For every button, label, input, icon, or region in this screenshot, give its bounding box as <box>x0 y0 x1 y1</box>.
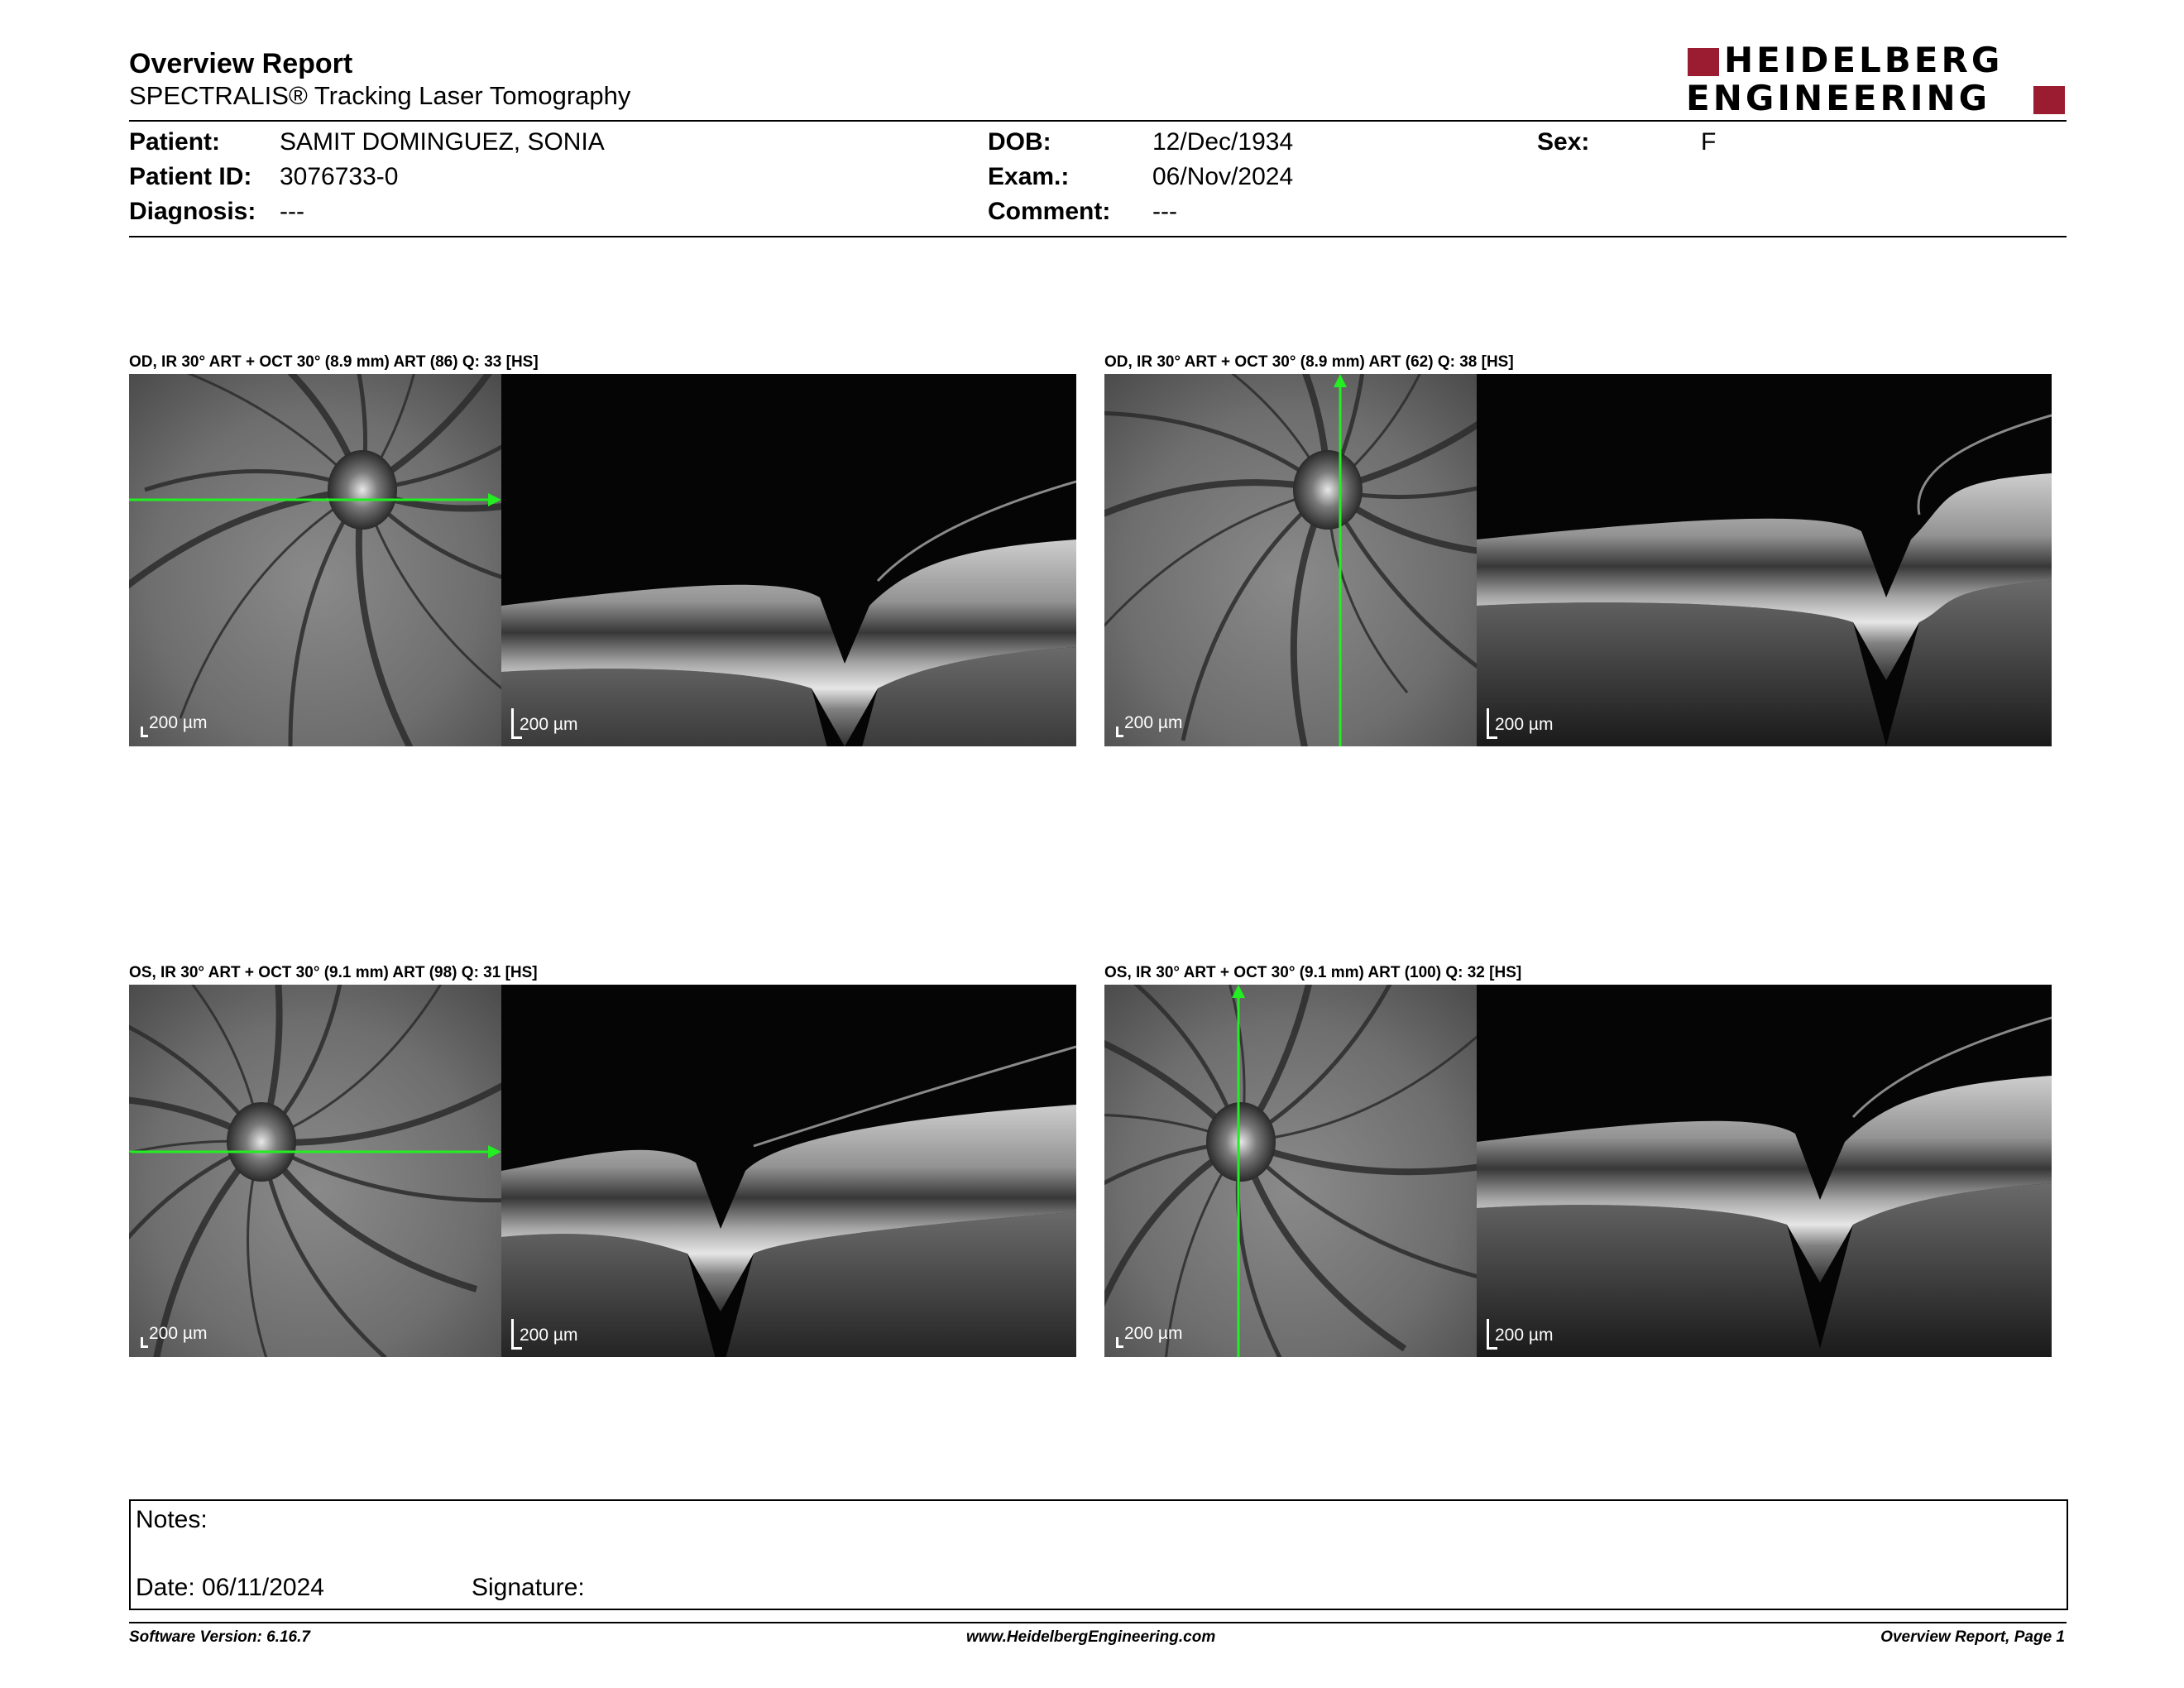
notes-date: Date: 06/11/2024 <box>136 1574 324 1601</box>
notes-box[interactable] <box>129 1499 2068 1610</box>
patient-label: Patient: <box>129 128 221 156</box>
oct-bscan-image <box>1477 374 2052 746</box>
scale-bracket-icon <box>141 727 148 737</box>
exam-label: Exam.: <box>988 163 1070 190</box>
oct-scale-bar <box>1487 1319 1554 1345</box>
notes-label: Notes: <box>136 1506 208 1533</box>
oct-bscan-image <box>1477 985 2052 1357</box>
fundus-image <box>1104 374 1477 746</box>
oct-svg <box>501 985 1076 1357</box>
panel-caption: OS, IR 30° ART + OCT 30° (9.1 mm) ART (98) Q: 31 [HS] <box>129 964 538 981</box>
oct-scale-label: 200 µm <box>520 1326 578 1345</box>
scale-bracket-icon <box>1116 1337 1123 1348</box>
fundus-scale-label: 200 µm <box>149 713 208 732</box>
page-indicator: Overview Report, Page 1 <box>1880 1628 2065 1646</box>
scale-bracket-icon <box>1116 727 1123 737</box>
dob-value: 12/Dec/1934 <box>1152 128 1294 156</box>
fundus-scale-bar <box>1116 713 1182 733</box>
oct-bscan-image <box>501 985 1076 1357</box>
sex-value: F <box>1701 128 1717 156</box>
oct-scale-label: 200 µm <box>1495 1326 1554 1345</box>
logo-line-2: ENGINEERING <box>1686 78 1991 118</box>
patient-info-divider <box>129 236 2067 237</box>
logo-line-1: HEIDELBERG <box>1724 40 2004 80</box>
oct-svg <box>1477 374 2052 746</box>
fundus-image <box>129 985 501 1357</box>
fundus-scale-bar <box>141 1324 207 1344</box>
oct-bscan-image <box>501 374 1076 746</box>
fundus-svg <box>1104 985 1477 1357</box>
oct-scale-label: 200 µm <box>520 715 578 734</box>
panel-caption: OD, IR 30° ART + OCT 30° (8.9 mm) ART (62) Q: 38 [HS] <box>1104 353 1514 371</box>
report-title: Overview Report <box>129 48 353 79</box>
exam-value: 06/Nov/2024 <box>1152 163 1294 190</box>
fundus-svg <box>129 374 501 746</box>
oct-scale-bar <box>1487 708 1554 734</box>
fundus-image <box>1104 985 1477 1357</box>
oct-svg <box>501 374 1076 746</box>
header-divider <box>129 120 2067 122</box>
notes-signature-label: Signature: <box>472 1574 585 1601</box>
oct-svg <box>1477 985 2052 1357</box>
oct-scale-bar <box>511 1319 578 1345</box>
fundus-scale-label: 200 µm <box>1124 713 1183 732</box>
software-version: Software Version: 6.16.7 <box>129 1628 310 1646</box>
footer-divider <box>129 1622 2067 1623</box>
patient-id-label: Patient ID: <box>129 163 252 190</box>
oct-scale-bar <box>511 708 578 734</box>
patient-id-value: 3076733-0 <box>280 163 399 190</box>
comment-value: --- <box>1152 198 1177 225</box>
fundus-scale-label: 200 µm <box>1124 1324 1183 1343</box>
oct-scale-label: 200 µm <box>1495 715 1554 734</box>
report-subtitle: SPECTRALIS® Tracking Laser Tomography <box>129 81 631 110</box>
logo-square-top-icon <box>1688 48 1719 76</box>
patient-name: SAMIT DOMINGUEZ, SONIA <box>280 128 605 156</box>
comment-label: Comment: <box>988 198 1111 225</box>
scale-bracket-icon <box>141 1337 148 1348</box>
fundus-image <box>129 374 501 746</box>
fundus-scale-bar <box>141 713 207 733</box>
dob-label: DOB: <box>988 128 1051 156</box>
panel-caption: OS, IR 30° ART + OCT 30° (9.1 mm) ART (100) Q: 32 [HS] <box>1104 964 1522 981</box>
fundus-svg <box>129 985 501 1357</box>
diagnosis-value: --- <box>280 198 304 225</box>
panel-caption: OD, IR 30° ART + OCT 30° (8.9 mm) ART (86) Q: 33 [HS] <box>129 353 539 371</box>
sex-label: Sex: <box>1537 128 1590 156</box>
diagnosis-label: Diagnosis: <box>129 198 256 225</box>
fundus-scale-bar <box>1116 1324 1182 1344</box>
logo-square-bottom-icon <box>2033 86 2065 114</box>
fundus-svg <box>1104 374 1477 746</box>
fundus-scale-label: 200 µm <box>149 1324 208 1343</box>
website-link[interactable]: www.HeidelbergEngineering.com <box>966 1628 1216 1646</box>
